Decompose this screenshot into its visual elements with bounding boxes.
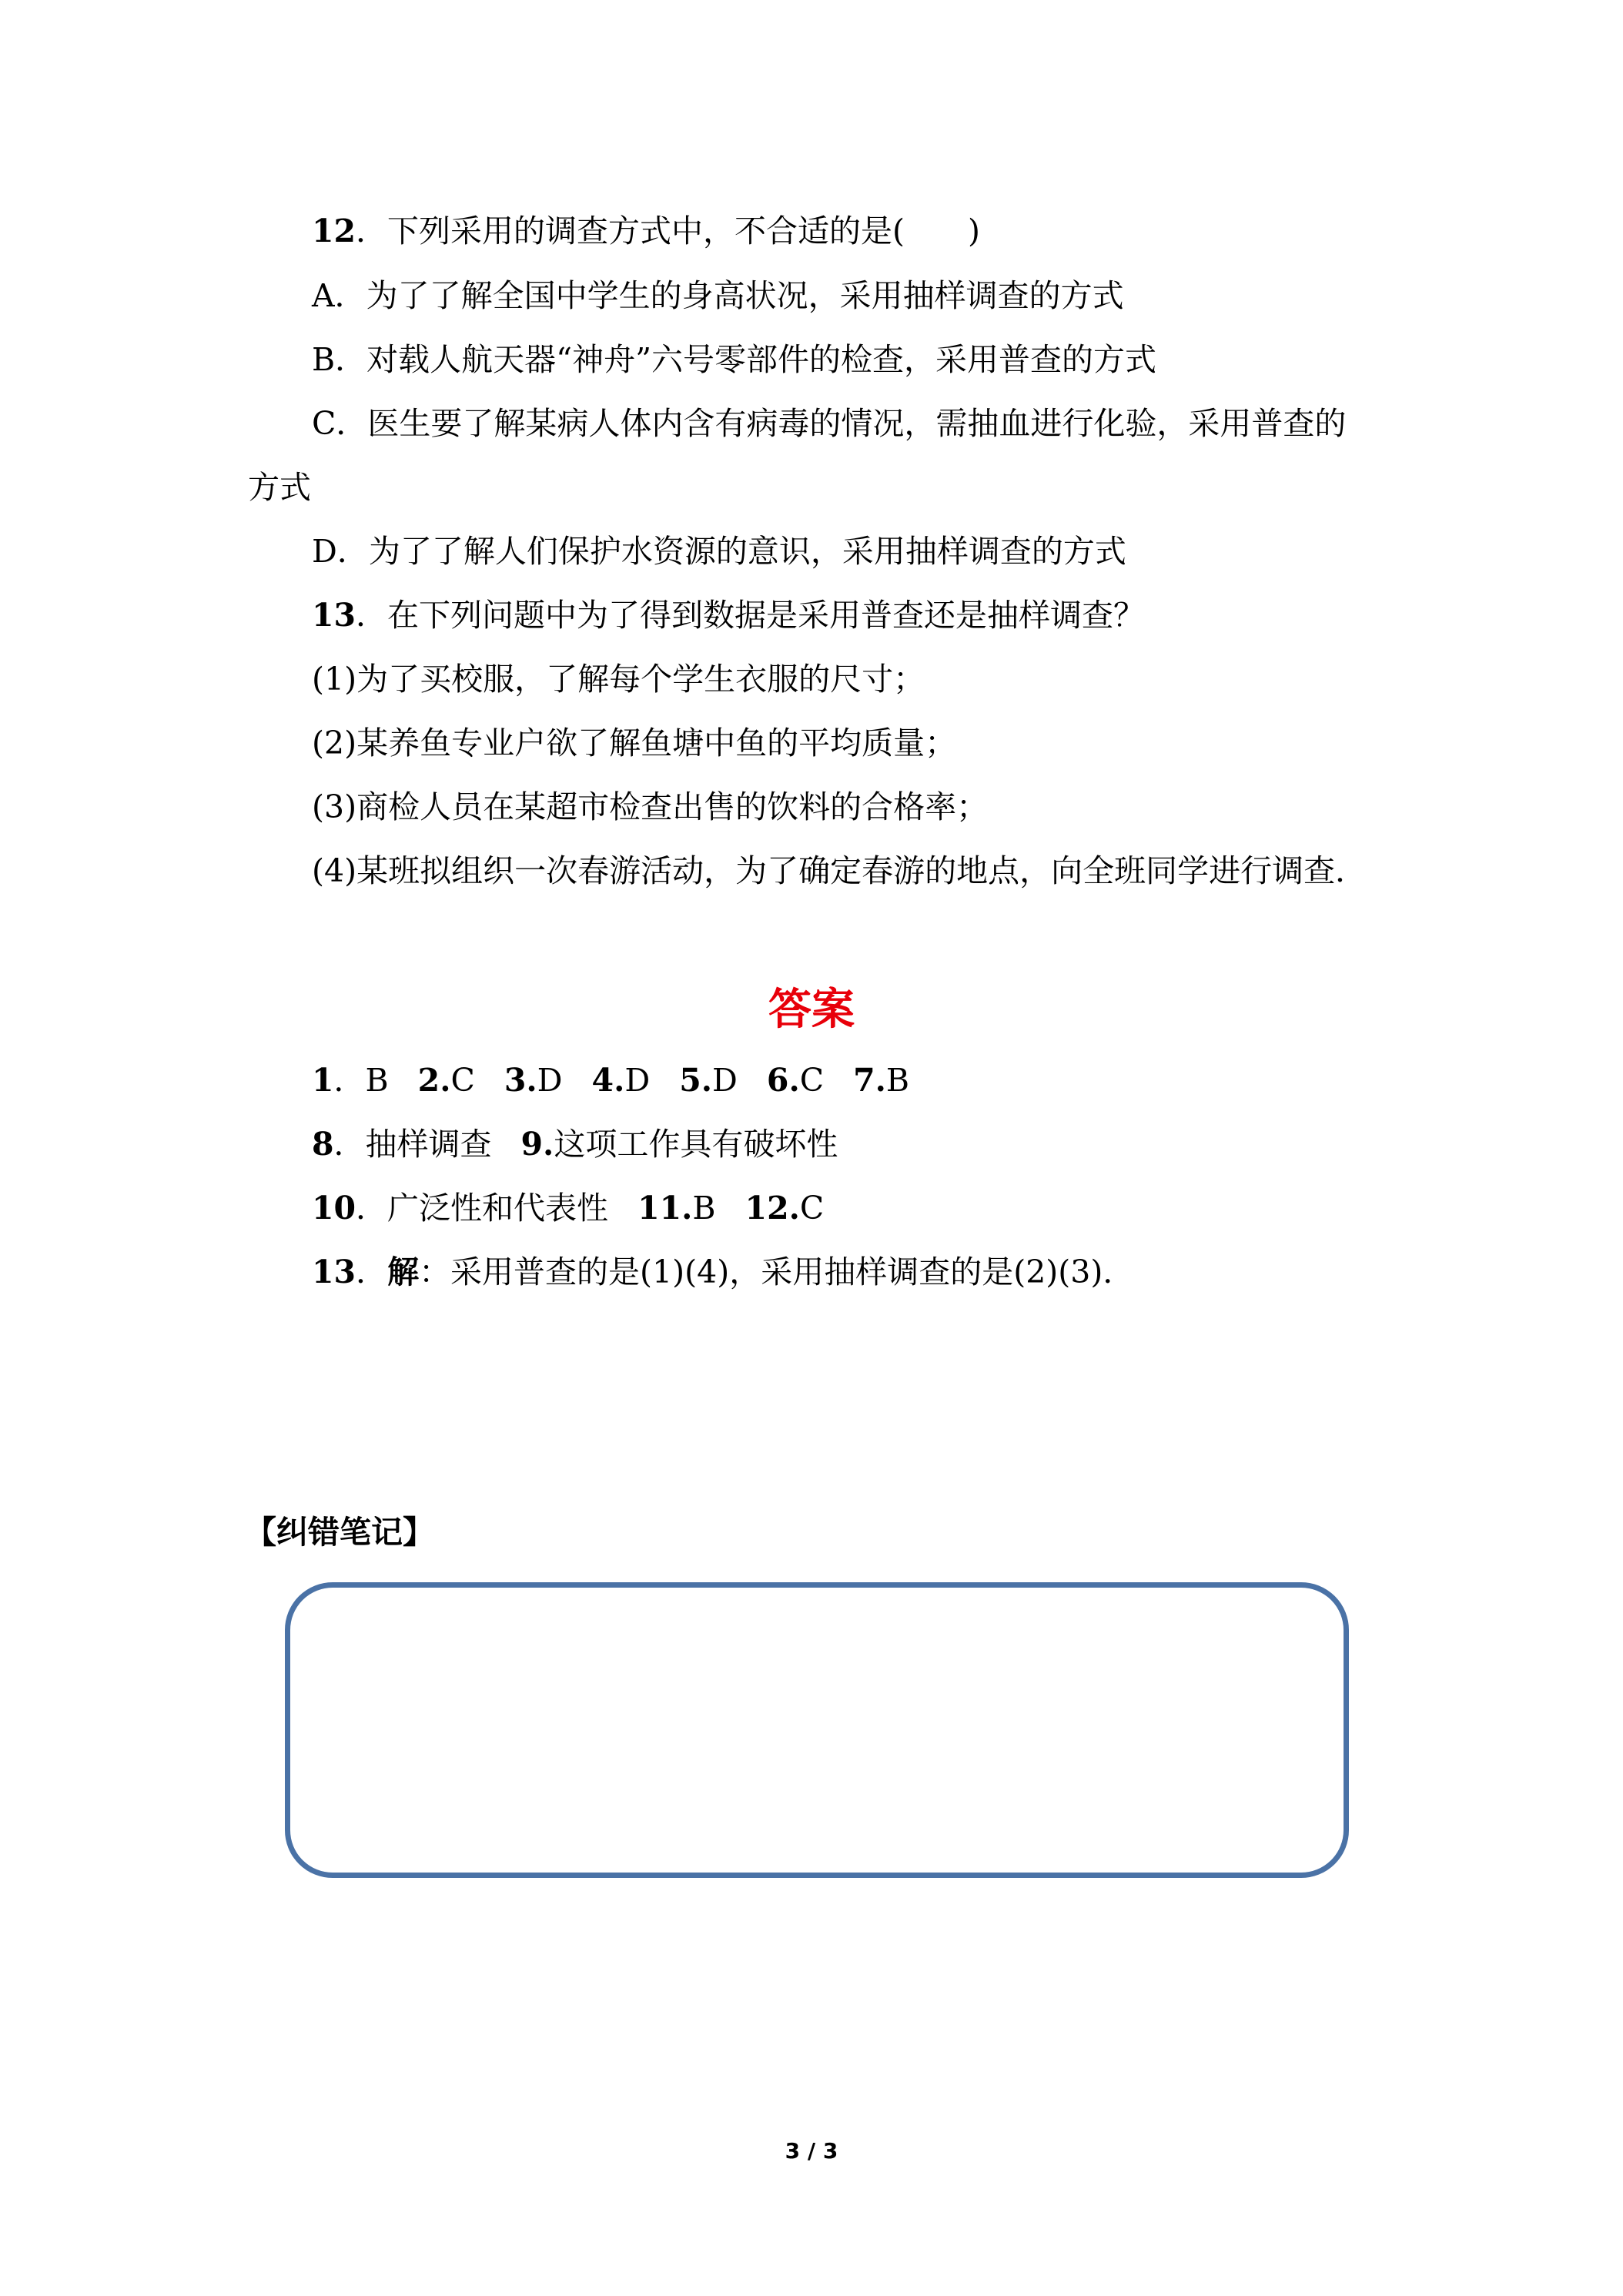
answer-number: 1 [312, 1062, 334, 1099]
answer-value: C [799, 1190, 825, 1227]
answer-value: C [799, 1062, 825, 1099]
answer-value: ．广泛性和代表性 [356, 1190, 609, 1227]
answer-value: ．抽样调查 [333, 1126, 492, 1163]
answer-number: 11. [637, 1190, 693, 1227]
q13-item: (4)某班拟组织一次春游活动，为了确定春游的地点，向全班同学进行调查． [312, 852, 1367, 889]
answer-value: D [624, 1062, 651, 1099]
answer-number: 5. [679, 1062, 713, 1099]
solution-text: ：采用普查的是(1)(4)，采用抽样调查的是(2)(3)． [419, 1253, 1135, 1290]
answer-number: 7. [853, 1062, 886, 1099]
q12-option-c-continued: 方式 [248, 469, 311, 506]
q12-option-c: C．医生要了解某病人体内含有病毒的情况，需抽血进行化验，采用普查的 [312, 405, 1347, 442]
answer-separator: ． [356, 1253, 388, 1290]
notes-box[interactable] [285, 1582, 1349, 1878]
answers-heading: 答案 [768, 985, 855, 1035]
q13-stem-text: ．在下列问题中为了得到数据是采用普查还是抽样调查？ [356, 597, 1146, 634]
answer-value: B [692, 1190, 716, 1227]
page-number: 3 / 3 [785, 2138, 838, 2164]
q13-stem [312, 592, 1145, 638]
answer-row [312, 1121, 838, 1167]
q12-stem [312, 208, 980, 254]
answer-value: D [537, 1062, 563, 1099]
q13-item: (3)商检人员在某超市检查出售的饮料的合格率； [312, 788, 989, 825]
answer-row [312, 1057, 909, 1103]
q12-stem-text: ．下列采用的调查方式中，不合适的是( ) [356, 213, 981, 249]
answer-value: D [712, 1062, 738, 1099]
q12-number: 12 [312, 213, 356, 249]
notes-title: 【纠错笔记】 [245, 1514, 434, 1551]
answer-number: 12. [745, 1190, 800, 1227]
answer-number: 6. [766, 1062, 800, 1099]
answer-number: 8 [312, 1126, 334, 1163]
answer-number: 13 [312, 1253, 356, 1290]
q12-option-a: A．为了了解全国中学生的身高状况，采用抽样调查的方式 [312, 277, 1124, 314]
answer-value: 这项工作具有破坏性 [554, 1126, 838, 1163]
q13-item: (1)为了买校服，了解每个学生衣服的尺寸； [312, 661, 925, 698]
answer-row [312, 1249, 1134, 1295]
answer-number: 10 [312, 1190, 356, 1227]
answer-number: 4. [591, 1062, 625, 1099]
answer-value: B [885, 1062, 910, 1099]
answer-number: 3. [504, 1062, 537, 1099]
answer-value: C [450, 1062, 475, 1099]
q13-number: 13 [312, 597, 356, 634]
solution-label: 解 [387, 1253, 420, 1290]
q13-item: (2)某养鱼专业户欲了解鱼塘中鱼的平均质量； [312, 725, 957, 761]
q12-option-b: B．对载人航天器“神舟”六号零部件的检查，采用普查的方式 [312, 341, 1157, 378]
answer-number: 2. [417, 1062, 451, 1099]
q12-option-d: D．为了了解人们保护水资源的意识，采用抽样调查的方式 [312, 533, 1126, 570]
answer-row [312, 1185, 824, 1231]
answer-value: ．B [333, 1062, 389, 1099]
answer-number: 9. [520, 1126, 554, 1163]
